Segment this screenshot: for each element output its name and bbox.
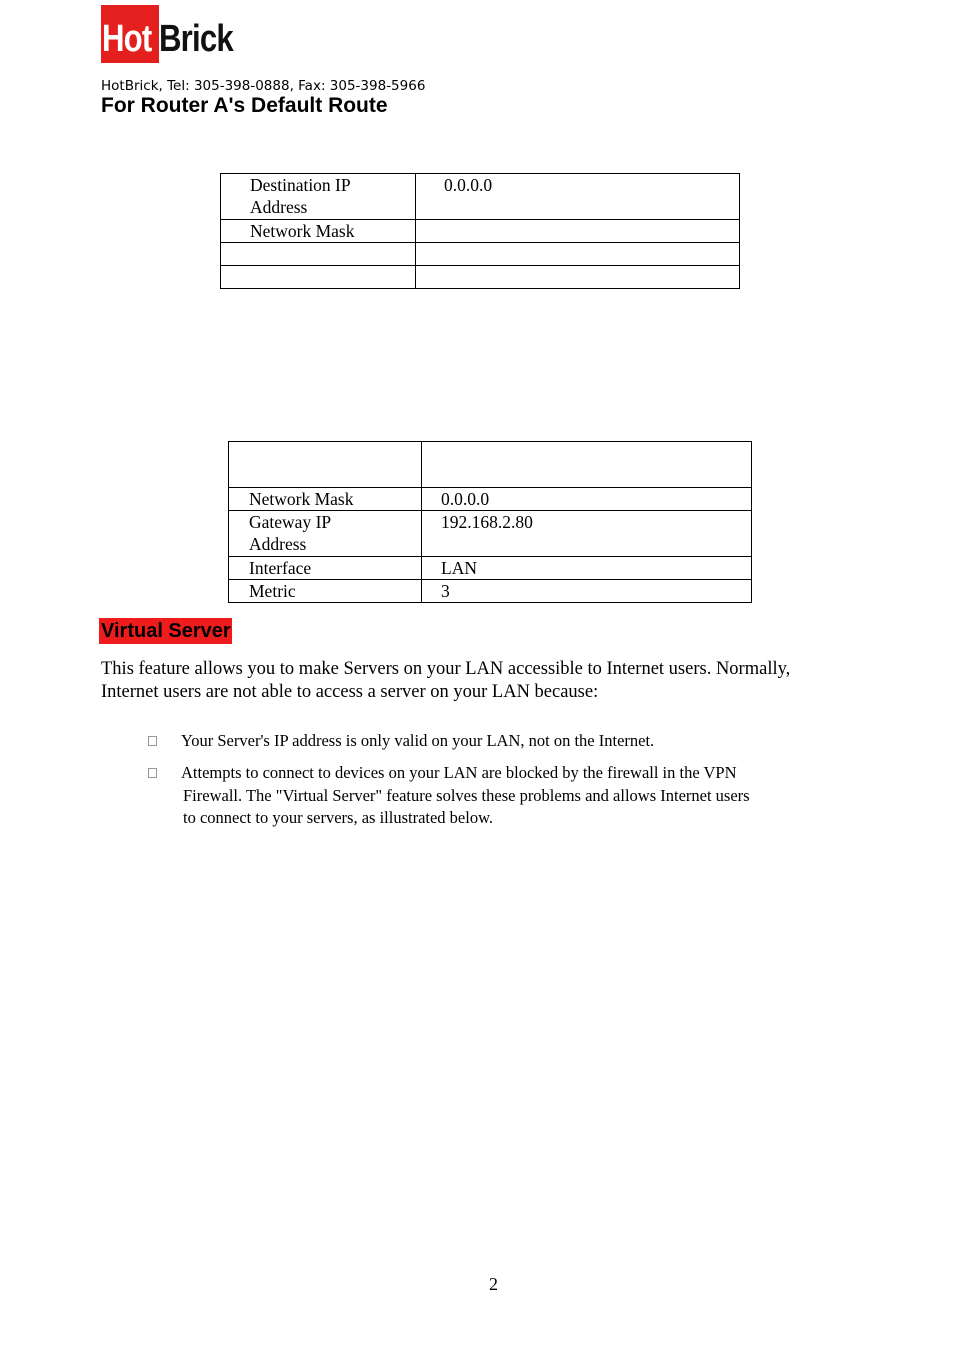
table-row xyxy=(229,442,752,488)
table-row xyxy=(221,174,740,220)
table-cell-value xyxy=(416,266,740,289)
table-cell-value xyxy=(422,511,752,557)
table-cell-label xyxy=(221,174,416,220)
cell-text: Interface xyxy=(249,558,312,578)
intro-line-2: Internet users are not able to access a server on your LAN because: xyxy=(101,682,599,702)
table-row xyxy=(229,488,752,511)
table-cell-value xyxy=(416,174,740,220)
table-cell-value xyxy=(416,243,740,266)
cell-text: Metric xyxy=(249,581,296,601)
cell-text: 0.0.0.0 xyxy=(441,489,490,509)
default-route-table xyxy=(220,173,740,289)
bullet-text: Attempts to connect to devices on your LAN are blocked by the firewall in the VPN xyxy=(181,763,737,782)
table-cell-label xyxy=(221,220,416,243)
bullet-box-icon xyxy=(148,768,157,778)
bullet-text-continued: Firewall. The "Virtual Server" feature solves these problems and allows Internet users xyxy=(183,786,750,805)
table-cell-label xyxy=(229,511,422,557)
bullet-text: Your Server's IP address is only valid on your LAN, not on the Internet. xyxy=(181,731,655,750)
cell-text: 192.168.2.80 xyxy=(441,512,533,532)
logo-brick-text: Brick xyxy=(159,18,233,60)
table-cell-value xyxy=(416,220,740,243)
cell-text: Gateway IP Address xyxy=(249,512,332,554)
table-row xyxy=(221,243,740,266)
table-cell-label xyxy=(229,580,422,603)
table-row xyxy=(221,266,740,289)
intro-paragraph xyxy=(101,658,841,704)
table-row xyxy=(229,580,752,603)
table-cell-value xyxy=(422,557,752,580)
bullet-text-continued: to connect to your servers, as illustrated below. xyxy=(183,808,494,827)
page-title: For Router A's Default Route xyxy=(101,94,388,117)
table-cell-value xyxy=(422,580,752,603)
table-row xyxy=(221,220,740,243)
cell-text: LAN xyxy=(441,558,477,578)
table-cell-label xyxy=(221,243,416,266)
table-cell-label xyxy=(229,488,422,511)
page-number: 2 xyxy=(489,1274,498,1294)
static-route-table xyxy=(228,441,752,603)
table-row xyxy=(229,557,752,580)
cell-text: Destination IP Address xyxy=(250,175,351,217)
cell-text: 0.0.0.0 xyxy=(444,175,493,195)
cell-text: Network Mask xyxy=(250,221,355,241)
section-heading-virtual-server: Virtual Server xyxy=(101,620,231,642)
table-cell-label xyxy=(229,442,422,488)
table-cell-value xyxy=(422,442,752,488)
logo-hot-text: Hot xyxy=(102,18,152,60)
cell-text: Network Mask xyxy=(249,489,354,509)
table-cell-label xyxy=(229,557,422,580)
intro-line-1: This feature allows you to make Servers on your LAN accessible to Internet users. Normally, xyxy=(101,659,791,679)
table-cell-label xyxy=(221,266,416,289)
bullet-box-icon xyxy=(148,736,157,746)
table-row xyxy=(229,511,752,557)
cell-text: 3 xyxy=(441,581,450,601)
contact-line: HotBrick, Tel: 305-398-0888, Fax: 305-398-5966 xyxy=(101,78,426,94)
table-cell-value xyxy=(422,488,752,511)
